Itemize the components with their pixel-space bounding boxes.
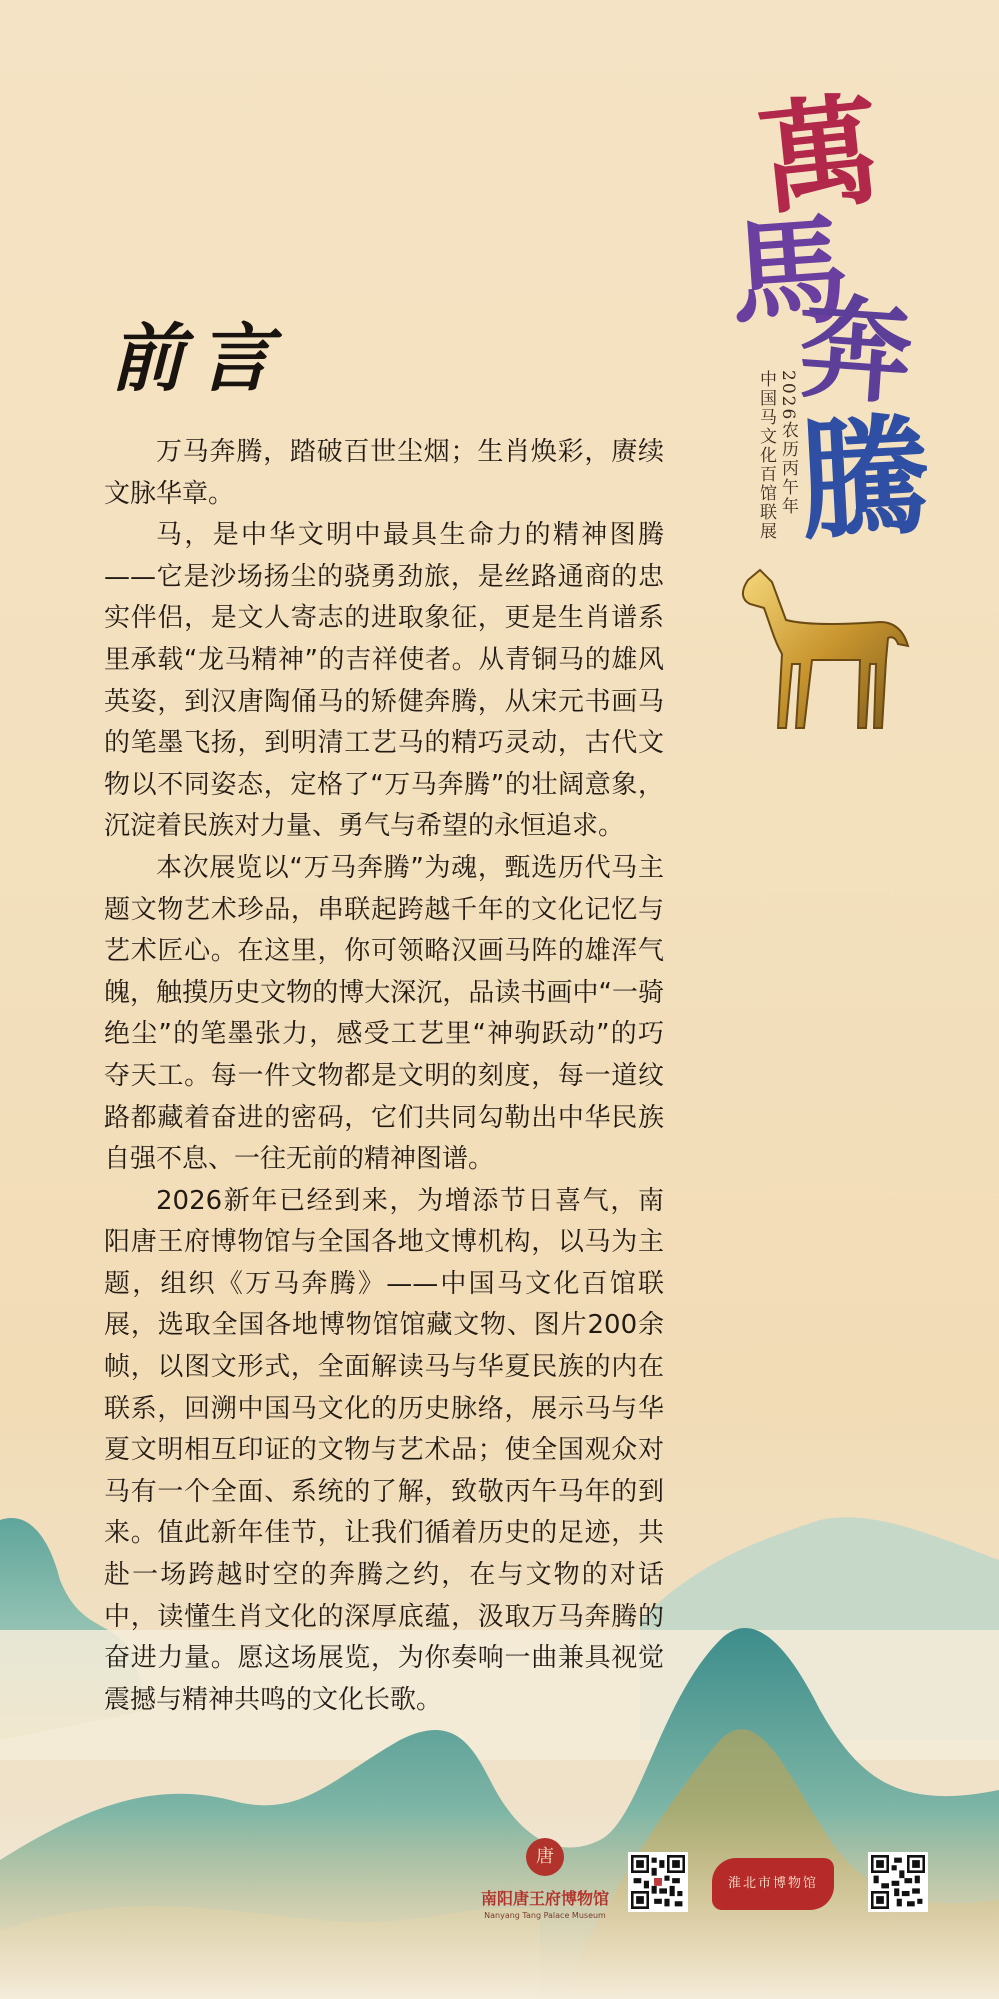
subtitle-series: 中国马文化百馆联展 bbox=[756, 370, 776, 541]
partner-museum-logo: 淮北市博物馆 bbox=[712, 1858, 834, 1910]
page-title: 前言 bbox=[110, 316, 286, 402]
title-char-wan: 萬 bbox=[752, 79, 887, 232]
museum-name-en: Nanyang Tang Palace Museum bbox=[484, 1911, 606, 1920]
bronze-horse-icon bbox=[720, 560, 920, 740]
footer bbox=[0, 1830, 999, 1970]
exhibition-title bbox=[700, 79, 960, 596]
preface-body bbox=[104, 432, 664, 1721]
qr-code-icon[interactable] bbox=[628, 1852, 688, 1912]
paragraph: 2026新年已经到来，为增添节日喜气，南阳唐王府博物馆与全国各地文博机构，以马为主题，组织《万马奔腾》——中国马文化百馆联展，选取全国各地博物馆馆藏文物、图片200余帧，以图文形式，全面解读马与华夏民族的内在联系，回溯中国马文化的历史脉络，展示马与华夏文明相互印证的文物与艺术品；使全国观众对马有一个全面、系统的了解，致敬丙午马年的到来。值此新年佳节，让我们循着历史的足迹，共赴一场跨越时空的奔腾之约，在与文物的对话中，读懂生肖文化的深厚底蕴，汲取万马奔腾的奋进力量。愿这场展览，为你奏响一曲兼具视觉震撼与精神共鸣的文化长歌。 bbox=[104, 1185, 664, 1715]
paragraph: 万马奔腾，踏破百世尘烟；生肖焕彩，赓续文脉华章。 bbox=[104, 437, 664, 509]
museum-emblem-icon: 唐 bbox=[526, 1838, 564, 1876]
museum-logo bbox=[470, 1838, 620, 1938]
paragraph: 本次展览以“万马奔腾”为魂，甄选历代马主题文物艺术珍品，串联起跨越千年的文化记忆与艺术匠心。在这里，你可领略汉画马阵的雄浑气魄，触摸历史文物的博大深沉，品读书画中“一骑绝尘”的笔墨张力，感受工艺里“神驹跃动”的巧夺天工。每一件文物都是文明的刻度，每一道纹路都藏着奋进的密码，它们共同勾勒出中华民族自强不息、一往无前的精神图谱。 bbox=[104, 852, 664, 1175]
subtitle-year: 2026农历丙午年 bbox=[778, 370, 798, 517]
museum-name: 南阳唐王府博物馆 bbox=[480, 1889, 609, 1908]
paragraph: 马，是中华文明中最具生命力的精神图腾——它是沙场扬尘的骁勇劲旅，是丝路通商的忠实伴侣，是文人寄志的进取象征，更是生肖谱系里承载“龙马精神”的吉祥使者。从青铜马的雄风英姿，到汉唐陶俑马的矫健奔腾，从宋元书画马的笔墨飞扬，到明清工艺马的精巧灵动，古代文物以不同姿态，定格了“万马奔腾”的壮阔意象，沉淀着民族对力量、勇气与希望的永恒追求。 bbox=[104, 520, 664, 842]
qr-code-icon bbox=[871, 1855, 925, 1909]
title-char-teng: 騰 bbox=[796, 398, 934, 559]
title-char-ben: 奔 bbox=[795, 282, 917, 421]
qr-code-icon[interactable] bbox=[868, 1852, 928, 1912]
qr-code-icon bbox=[631, 1855, 685, 1909]
title-char-ma: 馬 bbox=[725, 199, 853, 346]
exhibition-subtitle bbox=[755, 370, 799, 541]
